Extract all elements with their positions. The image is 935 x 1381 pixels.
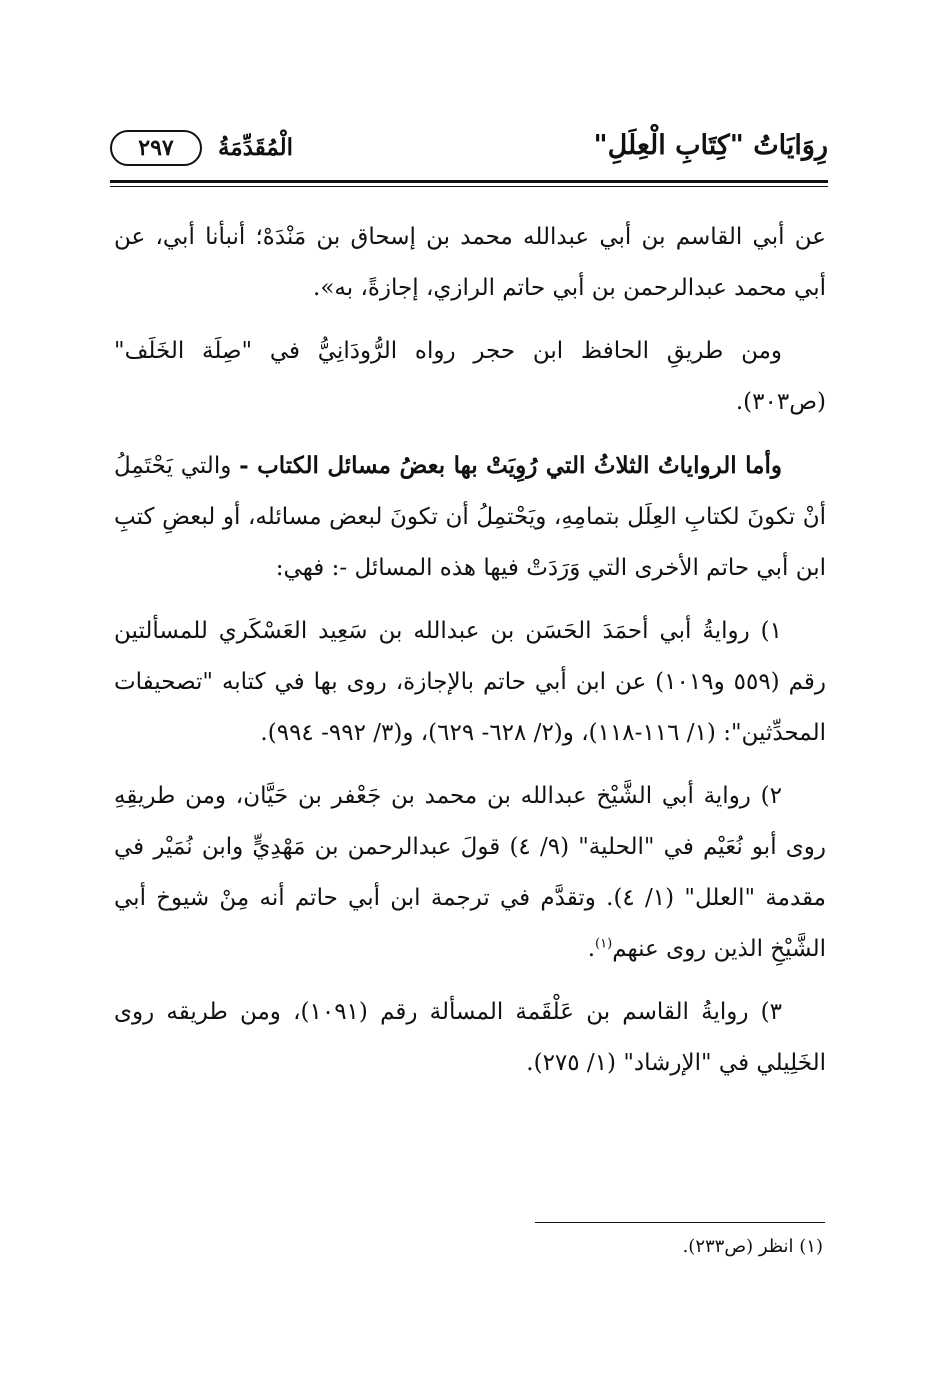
paragraph-3 (114, 440, 826, 594)
page-number-badge: ٢٩٧ (110, 130, 202, 166)
footnote-rule (535, 1222, 825, 1223)
paragraph-3-text: والتي يَحْتَمِلُ أنْ تكونَ لكتابِ العِلَل بتمامِهِ، ويَحْتمِلُ أن تكونَ لبعض مسائله، أو لبعضِ كتبِ ابن أبي حاتم الأخرى التي وَرَدَتْ فيها هذه المسائل -: فهي: (114, 453, 826, 581)
paragraph-4: ١) روايةُ أبي أحمَدَ الحَسَن بن عبدالله بن سَعِيد العَسْكَري للمسألتين رقم (٥٥٩ و١٠١٩) عن ابن أبي حاتم بالإجازة، روى بها في كتابه "تصحيفات المحدِّثين": (١/ ١١٦-١١٨)، و(٢/ ٦٢٨- ٦٢٩)، و(٣/ ٩٩٢- ٩٩٤). (114, 618, 826, 746)
paragraph-5-text: ٢) رواية أبي الشَّيْخ عبدالله بن محمد بن جَعْفر بن حَيَّان، ومن طريقِهِ روى أبو نُعَيْم في "الحلية" (٩/ ٤) قولَ عبدالرحمن بن مَهْدِيٍّ وابن نُمَيْر في مقدمة "العلل" (١/ ٤). وتقدَّم في ترجمة ابن أبي حاتم أنه مِنْ شيوخ أبي الشَّيْخِ الذين روى عنهم (114, 783, 826, 962)
footnote-marker: (١) (595, 936, 613, 952)
header-rule (110, 180, 828, 187)
running-title: رِوَايَاتُ "كِتَابِ الْعِلَلِ" (593, 130, 828, 161)
paragraph-5 (114, 771, 826, 975)
section-title: الْمُقَدِّمَةُ (218, 134, 294, 161)
paragraph-5-end: . (587, 936, 596, 962)
footnote: (١) انظر (ص٢٣٣). (682, 1236, 823, 1257)
paragraph-6: ٣) روايةُ القاسم بن عَلْقَمة المسألة رقم (١٠٩١)، ومن طريقه روى الخَلِيلي في "الإرشاد" (١/ ٢٧٥). (114, 999, 826, 1076)
paragraph-1: عن أبي القاسم بن أبي عبدالله محمد بن إسحاق بن مَنْدَهْ؛ أنبأنا أبي، عن أبي محمد عبدالرحمن بن أبي حاتم الرازي، إجازةً، به». (114, 224, 826, 301)
main-text (114, 212, 826, 1101)
page-header (110, 130, 828, 178)
paragraph-2: ومن طريقِ الحافظ ابن حجر رواه الرُّودَانِيُّ في "صِلَة الخَلَف" (ص٣٠٣). (114, 338, 826, 415)
paragraph-3-bold-lead: وأما الرواياتُ الثلاثُ التي رُوِيَتْ بها بعضُ مسائل الكتاب - (239, 452, 782, 479)
